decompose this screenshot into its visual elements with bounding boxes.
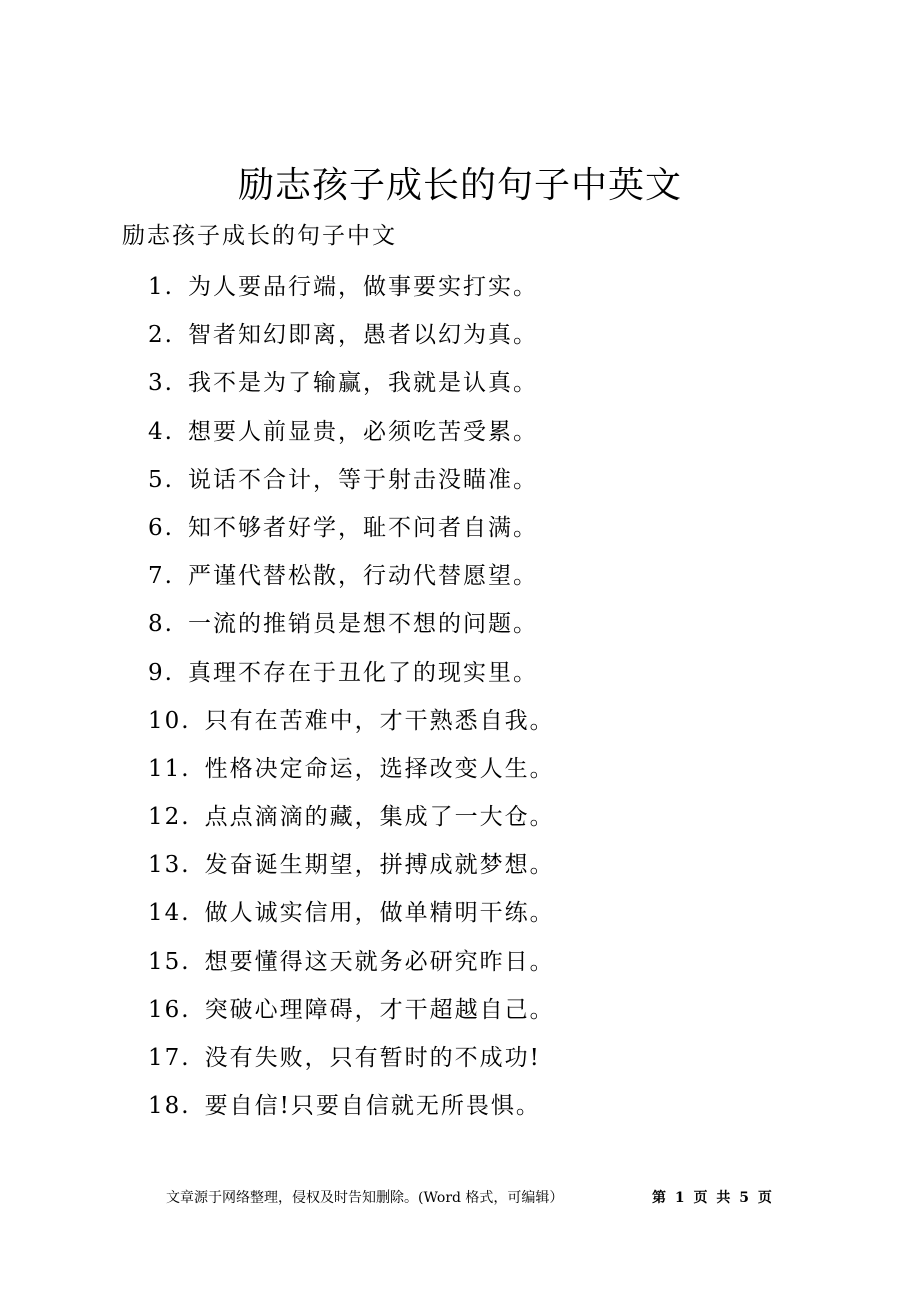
list-item: [148, 552, 555, 600]
list-item: [148, 504, 555, 552]
list-item-text: 我不是为了输赢，我就是认真。: [187, 370, 538, 397]
list-item-text: 点点滴滴的藏，集成了一大仓。: [204, 804, 555, 831]
list-item: [148, 986, 555, 1034]
list-item-text: 只有在苦难中，才干熟悉自我。: [204, 707, 555, 734]
list-item-text: 严谨代替松散，行动代替愿望。: [187, 563, 538, 590]
list-item: [148, 1082, 555, 1130]
list-item-text: 说话不合计，等于射击没瞄准。: [187, 466, 538, 493]
list-item: [148, 793, 555, 841]
list-item-number: 7.: [148, 563, 174, 590]
list-item: [148, 600, 555, 648]
list-item-number: 10.: [148, 707, 191, 734]
list-item-number: 1.: [148, 274, 174, 300]
list-item-number: 14.: [148, 900, 191, 927]
list-item-text: 知不够者好学，耻不问者自满。: [187, 514, 538, 541]
list-item-number: 16.: [148, 996, 191, 1023]
list-item: [148, 889, 555, 937]
list-item: [148, 408, 555, 456]
list-item-number: 9.: [148, 659, 174, 686]
list-item-text: 真理不存在于丑化了的现实里。: [187, 659, 538, 686]
list-item-number: 13.: [148, 852, 191, 879]
list-item-text: 想要懂得这天就务必研究昨日。: [204, 948, 555, 975]
list-item-number: 11.: [148, 755, 191, 782]
list-item-text: 一流的推销员是想不想的问题。: [187, 611, 538, 638]
list-item: [148, 697, 555, 745]
list-item-number: 6.: [148, 514, 174, 541]
list-item-number: 3.: [148, 370, 174, 397]
list-item-number: 2.: [148, 322, 174, 349]
list-item-number: 4.: [148, 418, 174, 445]
list-item: [148, 263, 555, 311]
section-heading: 励志孩子成长的句子中文: [122, 223, 397, 249]
list-item-text: 要自信!只要自信就无所畏惧。: [204, 1093, 541, 1120]
list-item: [148, 745, 555, 793]
page-number: 第 1 页 共 5 页: [652, 1190, 772, 1206]
list-item: [148, 841, 555, 889]
list-item: [148, 311, 555, 359]
sentence-list: [148, 263, 555, 1130]
document-title: 励志孩子成长的句子中英文: [237, 165, 682, 206]
list-item: [148, 649, 555, 697]
list-item-text: 想要人前显贵，必须吃苦受累。: [187, 418, 538, 445]
list-item-text: 为人要品行端，做事要实打实。: [187, 274, 538, 300]
list-item-number: 17.: [148, 1045, 191, 1071]
list-item: [148, 456, 555, 504]
list-item: [148, 1034, 555, 1082]
list-item: [148, 938, 555, 986]
list-item-number: 5.: [148, 466, 174, 493]
list-item-text: 做人诚实信用，做单精明干练。: [204, 900, 555, 927]
list-item-text: 突破心理障碍，才干超越自己。: [204, 996, 555, 1023]
list-item-number: 12.: [148, 804, 191, 831]
list-item-text: 没有失败，只有暂时的不成功!: [204, 1045, 541, 1071]
list-item-number: 15.: [148, 948, 191, 975]
list-item-number: 8.: [148, 611, 174, 638]
list-item: [148, 359, 555, 407]
list-item-text: 智者知幻即离，愚者以幻为真。: [187, 322, 538, 349]
list-item-number: 18.: [148, 1093, 191, 1120]
list-item-text: 发奋诞生期望，拼搏成就梦想。: [204, 852, 555, 879]
footer-note: 文章源于网络整理，侵权及时告知删除。(Word 格式，可编辑）: [166, 1190, 564, 1206]
list-item-text: 性格决定命运，选择改变人生。: [204, 755, 555, 782]
